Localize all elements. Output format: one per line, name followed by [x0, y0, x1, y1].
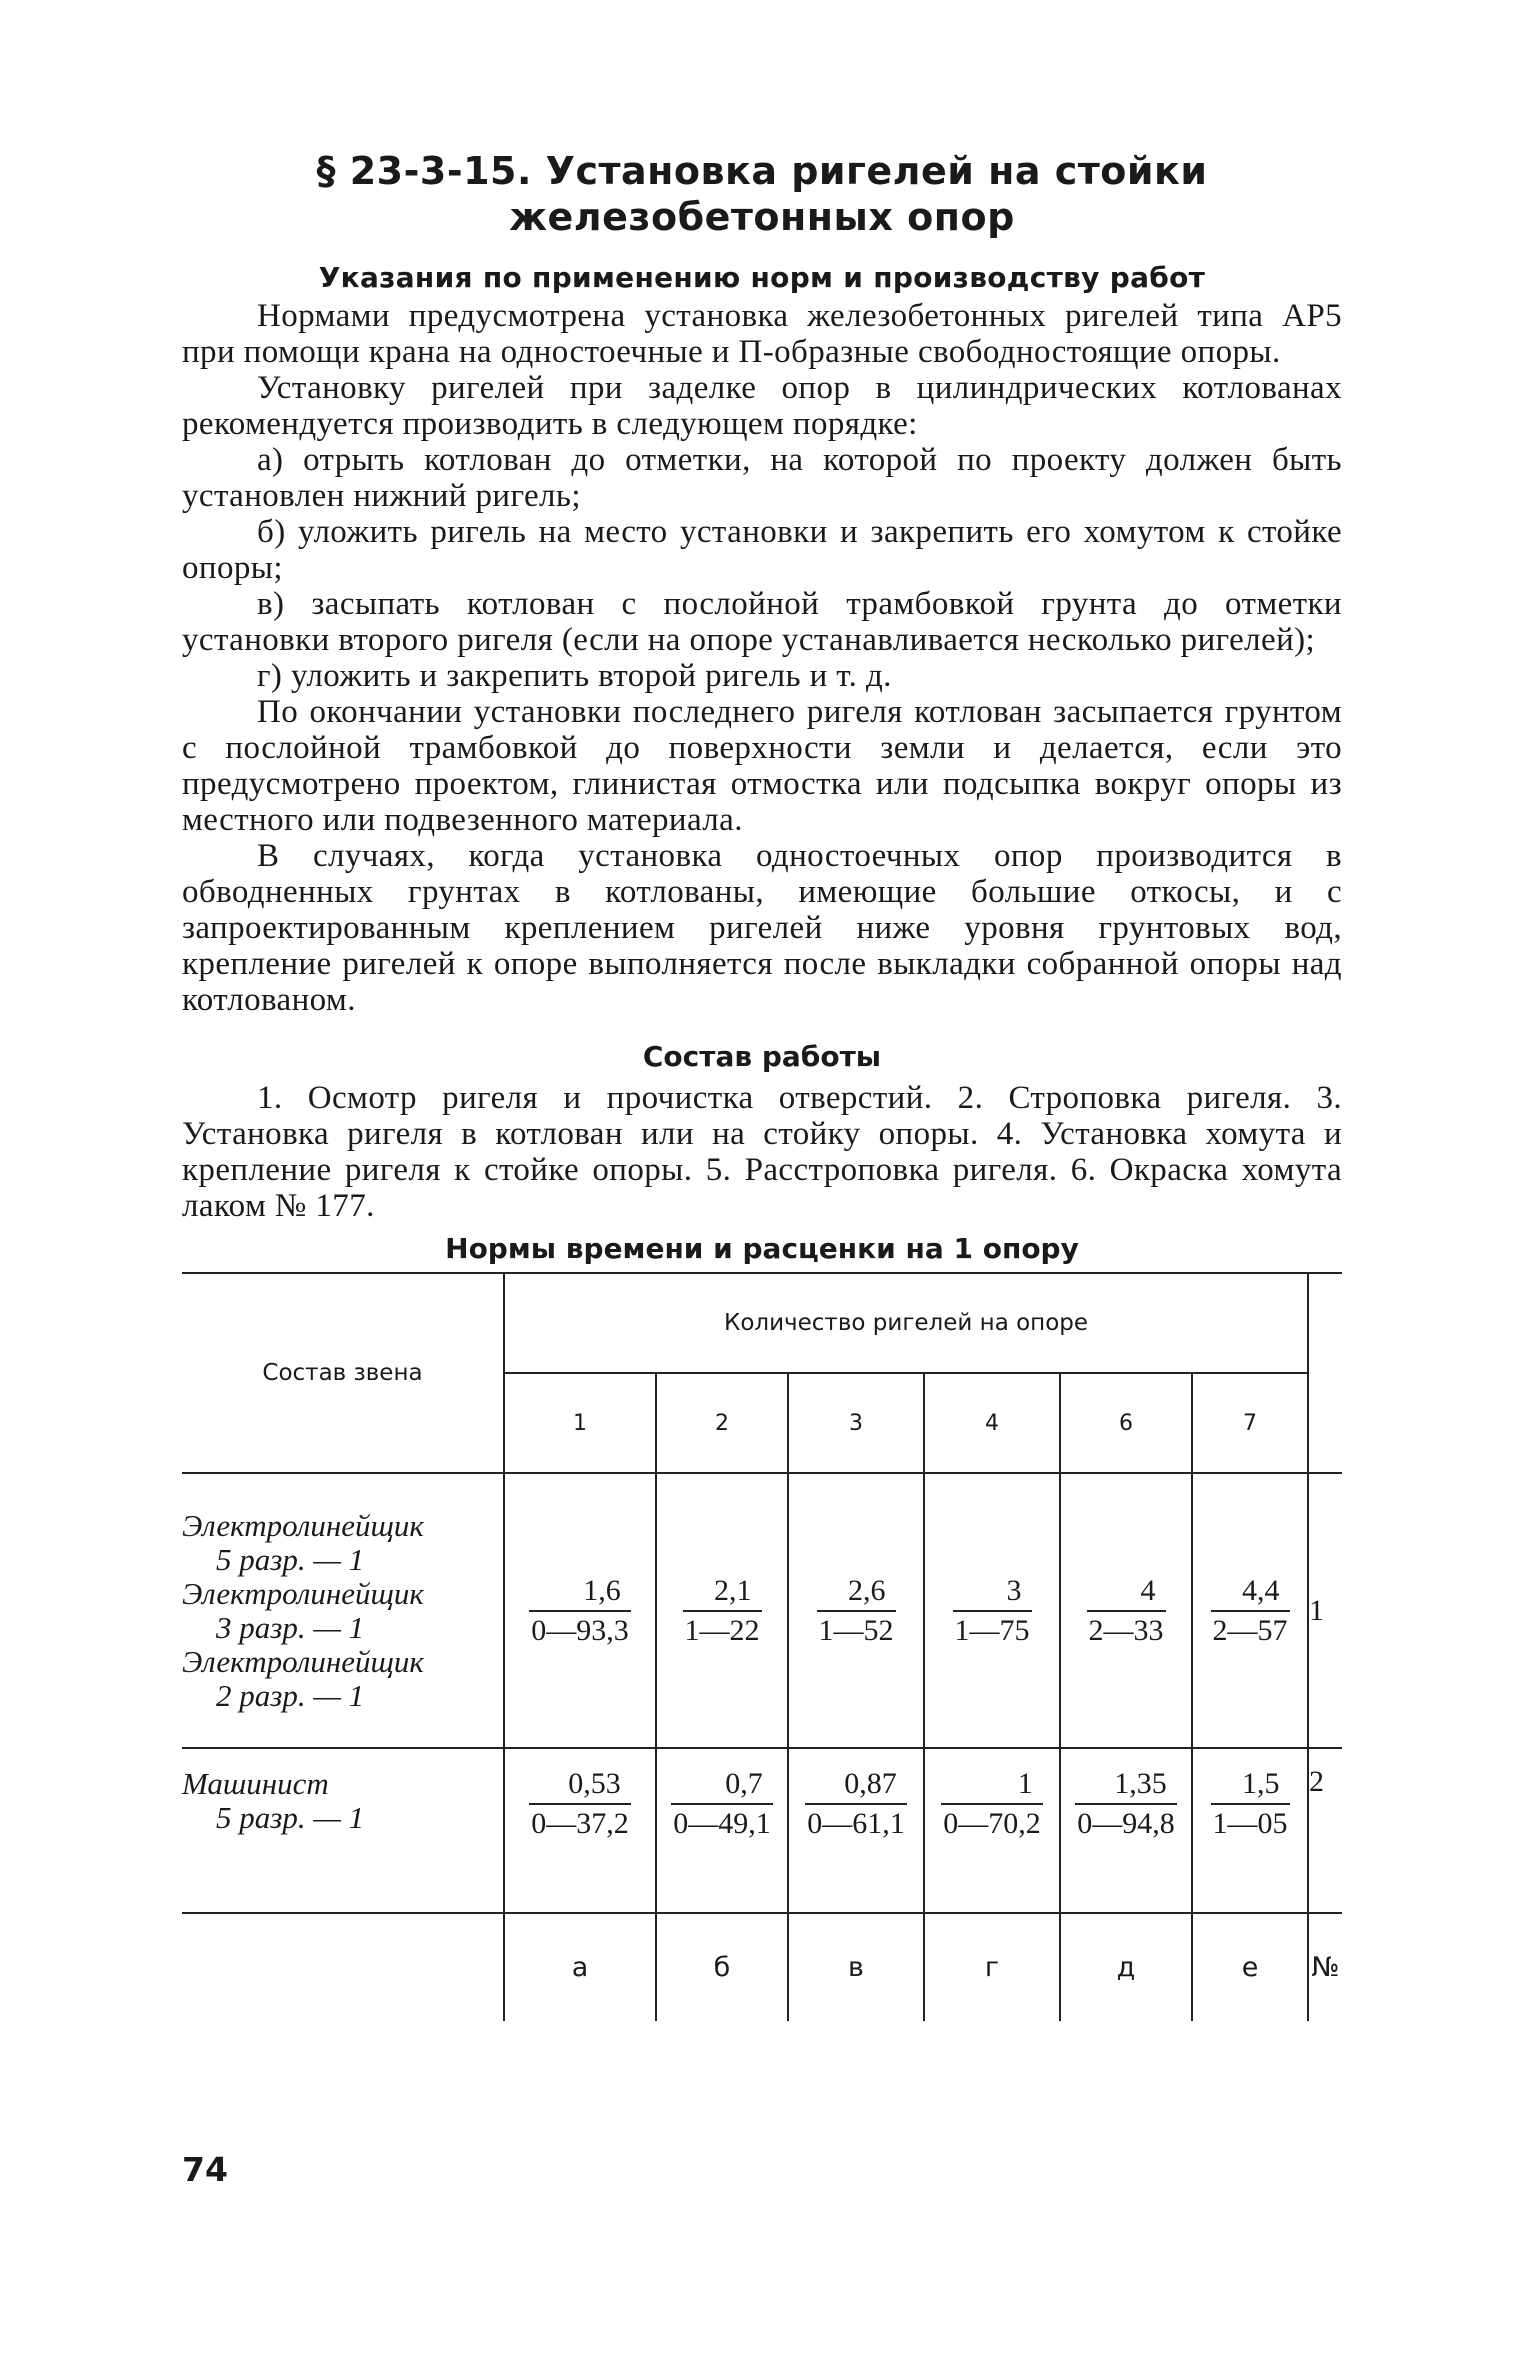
rate: 0—61,1: [805, 1803, 907, 1843]
col-header-2: 2: [656, 1373, 788, 1473]
rate: 0—49,1: [671, 1803, 773, 1843]
work-composition: 1. Осмотр ригеля и прочистка отверстий. 2. Строповка ригеля. 3. Установка ригеля в котлован или на стойку опоры. 4. Установка хомута и крепление ригеля к стойке опоры. 5. Расстроповка ригеля. 6. Окраска хомута лаком № 177.: [182, 1080, 1342, 1224]
time-norm: 0,53: [568, 1767, 621, 1800]
crew-line: Электролинейщик: [182, 1643, 424, 1679]
norm-cell: [1060, 1473, 1192, 1748]
norm-cell: [1192, 1748, 1308, 1913]
time-norm: 1: [1017, 1767, 1033, 1800]
section-title-line1: § 23-3-15. Установка ригелей на стойки: [316, 149, 1208, 193]
rate: 0—70,2: [941, 1803, 1043, 1843]
time-norm: 4,4: [1242, 1573, 1280, 1607]
norm-cell: [924, 1748, 1060, 1913]
column-letter: б: [656, 1913, 788, 2021]
time-norm: 2,6: [848, 1573, 886, 1607]
rate: 2—33: [1087, 1610, 1166, 1650]
rate: 2—57: [1211, 1610, 1290, 1650]
crew-cell: [182, 1473, 504, 1748]
rate: 1—75: [953, 1610, 1032, 1650]
letters-row: [182, 1913, 1342, 2021]
crew-line: 5 разр. — 1: [216, 1541, 365, 1577]
norm-cell: [788, 1748, 924, 1913]
col-header-1: 1: [504, 1373, 656, 1473]
number-symbol: №: [1308, 1913, 1342, 2021]
norm-cell: [1192, 1473, 1308, 1748]
norm-cell: [504, 1473, 656, 1748]
col-header-6: 6: [1060, 1373, 1192, 1473]
norm-cell: [924, 1473, 1060, 1748]
paragraph-backfill: По окончании установки последнего ригеля котлован засыпается грунтом с послойной трамбовкой до поверхности земли и делается, если это предусмотрено проектом, глинистая отмостка или подсыпка вокруг опоры из местного или подвезенного материала.: [182, 694, 1342, 838]
rate: 0—37,2: [529, 1803, 631, 1843]
col-header-4: 4: [924, 1373, 1060, 1473]
time-norm: 0,87: [844, 1767, 897, 1800]
norm-cell: [1060, 1748, 1192, 1913]
col-header-3: 3: [788, 1373, 924, 1473]
norm-cell: [656, 1473, 788, 1748]
crew-line: 3 разр. — 1: [216, 1609, 365, 1645]
crew-line: 5 разр. — 1: [216, 1800, 365, 1835]
time-norm: 1,35: [1114, 1767, 1167, 1800]
crew-line: 2 разр. — 1: [216, 1677, 365, 1713]
time-norm: 3: [1006, 1573, 1022, 1607]
table-row: [182, 1473, 1342, 1748]
norm-cell: [788, 1473, 924, 1748]
paragraph-step-d: г) уложить и закрепить второй ригель и т. д.: [257, 658, 892, 694]
norm-cell: [656, 1748, 788, 1913]
norms-table: [182, 1272, 1342, 2021]
letters-row-spacer: [182, 1913, 504, 2021]
time-norm: 2,1: [714, 1573, 752, 1607]
column-letter: а: [504, 1913, 656, 2021]
count-header: Количество ригелей на опоре: [504, 1273, 1308, 1373]
crew-cell: [182, 1748, 504, 1913]
time-norm: 1,5: [1242, 1767, 1280, 1800]
column-letter: д: [1060, 1913, 1192, 2021]
time-norm: 1,6: [583, 1573, 621, 1607]
time-norm: 0,7: [725, 1767, 763, 1800]
table-row: [182, 1748, 1342, 1913]
paragraph-order: Установку ригелей при заделке опор в цилиндрических котлованах рекомендуется производить в следующем порядке:: [182, 370, 1342, 442]
paragraph-watered-soil: В случаях, когда установка одностоечных опор производится в обводненных грунтах в котлованы, имеющие большие откосы, и с запроектированным креплением ригелей ниже уровня грунтовых вод, крепление ригелей к опоре выполняется после выкладки собранной опоры над котлованом.: [182, 838, 1342, 1018]
column-letter: г: [924, 1913, 1060, 2021]
time-norm: 4: [1140, 1573, 1156, 1607]
norm-cell: [504, 1748, 656, 1913]
paragraph-step-c: в) засыпать котлован с послойной трамбовкой грунта до отметки установки второго ригеля (если на опоре устанавливается несколько ригелей);: [182, 586, 1342, 658]
row-number: 2: [1308, 1748, 1342, 1913]
paragraph-scope: Нормами предусмотрена установка железобетонных ригелей типа АР5 при помощи крана на одностоечные и П-образные свободностоящие опоры.: [182, 298, 1342, 370]
crew-line: Машинист: [182, 1766, 329, 1801]
crew-header: Состав звена: [262, 1360, 423, 1386]
crew-line: Электролинейщик: [182, 1507, 424, 1543]
col-header-7: 7: [1192, 1373, 1308, 1473]
rate: 1—52: [817, 1610, 896, 1650]
crew-line: Электролинейщик: [182, 1575, 424, 1611]
table-caption: Нормы времени и расценки на 1 опору: [445, 1232, 1079, 1265]
page-number: 74: [182, 2150, 228, 2189]
num-column-spacer: [1308, 1273, 1342, 1473]
paragraph-step-b: б) уложить ригель на место установки и закрепить его хомутом к стойке опоры;: [182, 514, 1342, 586]
rate: 1—22: [683, 1610, 762, 1650]
rate: 0—93,3: [529, 1610, 631, 1650]
column-letter: е: [1192, 1913, 1308, 2021]
rate: 1—05: [1211, 1803, 1290, 1843]
work-heading: Состав работы: [642, 1040, 882, 1073]
section-title-line2: железобетонных опор: [509, 195, 1015, 239]
column-letter: в: [788, 1913, 924, 2021]
page-content: [182, 148, 1342, 2021]
paragraph-step-a: а) отрыть котлован до отметки, на которой по проекту должен быть установлен нижний ригель;: [182, 442, 1342, 514]
rate: 0—94,8: [1075, 1803, 1177, 1843]
section-title: [182, 148, 1342, 240]
guidance-heading: Указания по применению норм и производству работ: [318, 261, 1206, 294]
row-number: 1: [1308, 1473, 1342, 1748]
